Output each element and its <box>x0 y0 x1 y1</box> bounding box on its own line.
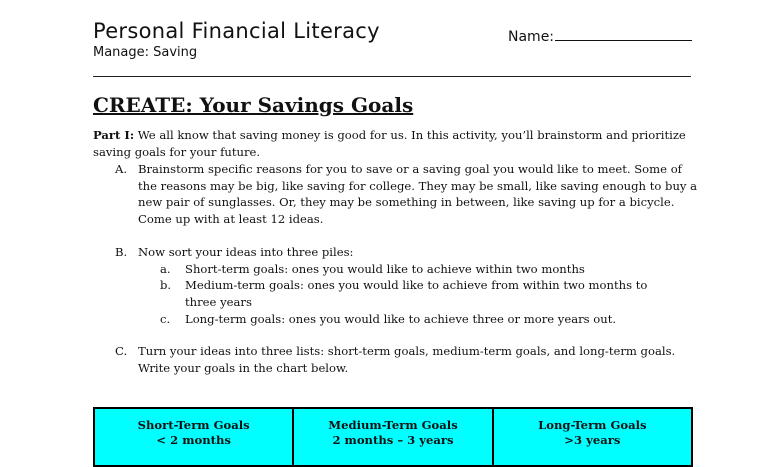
long-term-column-header <box>493 408 692 466</box>
item-marker: A. <box>115 162 128 176</box>
item-marker: C. <box>115 344 128 358</box>
column-title: Medium-Term Goals <box>328 418 458 432</box>
sub-item-marker: a. <box>160 262 171 276</box>
part1-intro <box>93 127 693 160</box>
medium-term-column-header <box>293 408 492 466</box>
sub-item-marker: b. <box>160 278 172 292</box>
item-text: Now sort your ideas into three piles: <box>138 245 354 259</box>
name-field <box>508 28 692 45</box>
name-label: Name: <box>508 29 555 45</box>
column-range: < 2 months <box>156 433 231 447</box>
item-text: Turn your ideas into three lists: short-term goals, medium-term goals, and long-term goals. Write your goals in the chart below. <box>138 344 676 375</box>
unit-subtitle: Manage: Saving <box>93 45 198 60</box>
column-range: 2 months – 3 years <box>332 433 454 447</box>
header-divider <box>93 76 691 77</box>
part1-text: We all know that saving money is good for us. In this activity, you’ll brainstorm and prioritize saving goals for your future. <box>93 128 686 159</box>
item-marker: B. <box>115 245 128 259</box>
sub-item-marker: c. <box>160 312 171 326</box>
sub-item-text: Medium-term goals: ones you would like to achieve from within two months to three years <box>185 278 648 309</box>
column-range: >3 years <box>564 433 621 447</box>
item-text: Brainstorm specific reasons for you to save or a saving goal you would like to meet. Some of the reasons may be big, like saving for college. They may be small, like saving enough to buy a new pair of sunglasses. Or, they may be something in between, like saving up for a bicycle. Come up with at least 12 ideas. <box>138 162 698 226</box>
goals-chart <box>93 407 693 467</box>
sub-item-text: Short-term goals: ones you would like to achieve within two months <box>185 262 585 276</box>
column-title: Long-Term Goals <box>538 418 647 432</box>
page-heading: CREATE: Your Savings Goals <box>93 93 414 117</box>
column-title: Short-Term Goals <box>137 418 250 432</box>
course-title: Personal Financial Literacy <box>93 19 380 43</box>
short-term-column-header <box>94 408 293 466</box>
sub-item-text: Long-term goals: ones you would like to achieve three or more years out. <box>185 312 617 326</box>
name-blank-line[interactable] <box>555 28 692 41</box>
part1-label: Part I: <box>93 128 135 142</box>
goals-chart-header-row <box>94 408 692 466</box>
